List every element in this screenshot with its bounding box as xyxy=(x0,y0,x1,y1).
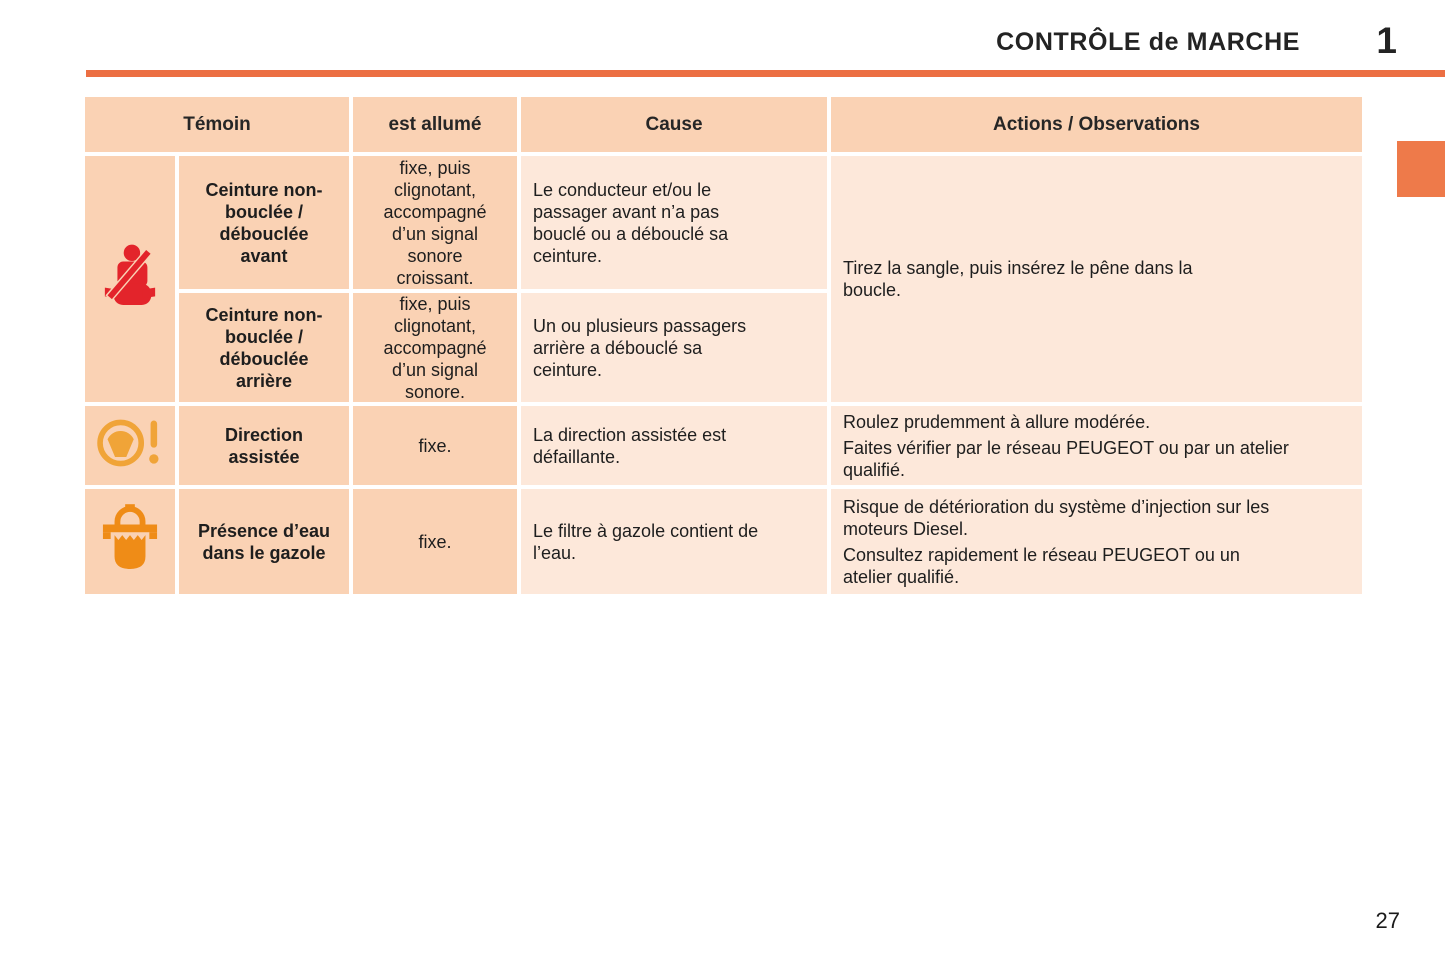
column-header-cause: Cause xyxy=(521,97,827,152)
table-cell-icon xyxy=(85,489,175,594)
header-rule xyxy=(86,70,1445,77)
lit-text: fixe. xyxy=(418,435,452,456)
table-cell-est-allume xyxy=(353,489,517,594)
table-cell-cause xyxy=(521,293,827,402)
table-cell-label xyxy=(179,489,349,594)
action-text: Risque de détérioration du système d’injection sur les moteurs Diesel. xyxy=(843,496,1270,539)
lit-text: fixe, puis clignotant, accompagné d’un signal sonore croissant. xyxy=(383,157,487,288)
chapter-tab-marker xyxy=(1397,141,1445,197)
table-cell-label xyxy=(179,156,349,289)
label-text: Ceinture non-bouclée / débouclée arrière xyxy=(205,304,323,391)
action-text: Roulez prudemment à allure modérée. xyxy=(843,411,1151,432)
table-cell-est-allume xyxy=(353,406,517,485)
label-text: Présence d’eau dans le gazole xyxy=(197,520,331,563)
power-steering-warning-icon xyxy=(95,414,165,477)
label-text: Direction assistée xyxy=(224,424,303,467)
label-text: Ceinture non-bouclée / débouclée avant xyxy=(205,179,323,266)
column-header-temoin: Témoin xyxy=(85,97,349,152)
action-text: Tirez la sangle, puis insérez le pêne dans la boucle. xyxy=(843,258,1193,300)
table-cell-actions xyxy=(831,156,1362,402)
lit-text: fixe, puis clignotant, accompagné d’un signal sonore. xyxy=(383,293,487,402)
lit-text: fixe. xyxy=(418,531,452,552)
table-cell-label xyxy=(179,293,349,402)
seatbelt-warning-icon xyxy=(101,242,159,317)
action-text: Consultez rapidement le réseau PEUGEOT ou un atelier qualifié. xyxy=(843,544,1240,587)
cause-text: La direction assistée est défaillante. xyxy=(533,424,727,467)
page-title: CONTRÔLE de MARCHE xyxy=(996,28,1300,56)
action-text: Faites vérifier par le réseau PEUGEOT ou par un atelier qualifié. xyxy=(843,437,1289,480)
warning-lights-table xyxy=(85,97,1362,594)
table-cell-est-allume xyxy=(353,293,517,402)
table-cell-cause xyxy=(521,489,827,594)
chapter-number: 1 xyxy=(1376,20,1397,61)
table-cell-cause xyxy=(521,406,827,485)
cause-text: Le filtre à gazole contient de l’eau. xyxy=(533,520,759,563)
water-in-diesel-warning-icon xyxy=(101,504,159,579)
table-cell-actions xyxy=(831,406,1362,485)
cause-text: Un ou plusieurs passagers arrière a débouclé sa ceinture. xyxy=(533,315,747,380)
column-header-actions-observations: Actions / Observations xyxy=(831,97,1362,152)
page-number: 27 xyxy=(1375,908,1400,933)
table-cell-icon xyxy=(85,156,175,402)
table-cell-label xyxy=(179,406,349,485)
table-cell-icon xyxy=(85,406,175,485)
table-cell-actions xyxy=(831,489,1362,594)
table-cell-est-allume xyxy=(353,156,517,289)
cause-text: Le conducteur et/ou le passager avant n’a pas bouclé ou a débouclé sa ceinture. xyxy=(533,179,729,266)
column-header-est-allume: est allumé xyxy=(353,97,517,152)
table-cell-cause xyxy=(521,156,827,289)
